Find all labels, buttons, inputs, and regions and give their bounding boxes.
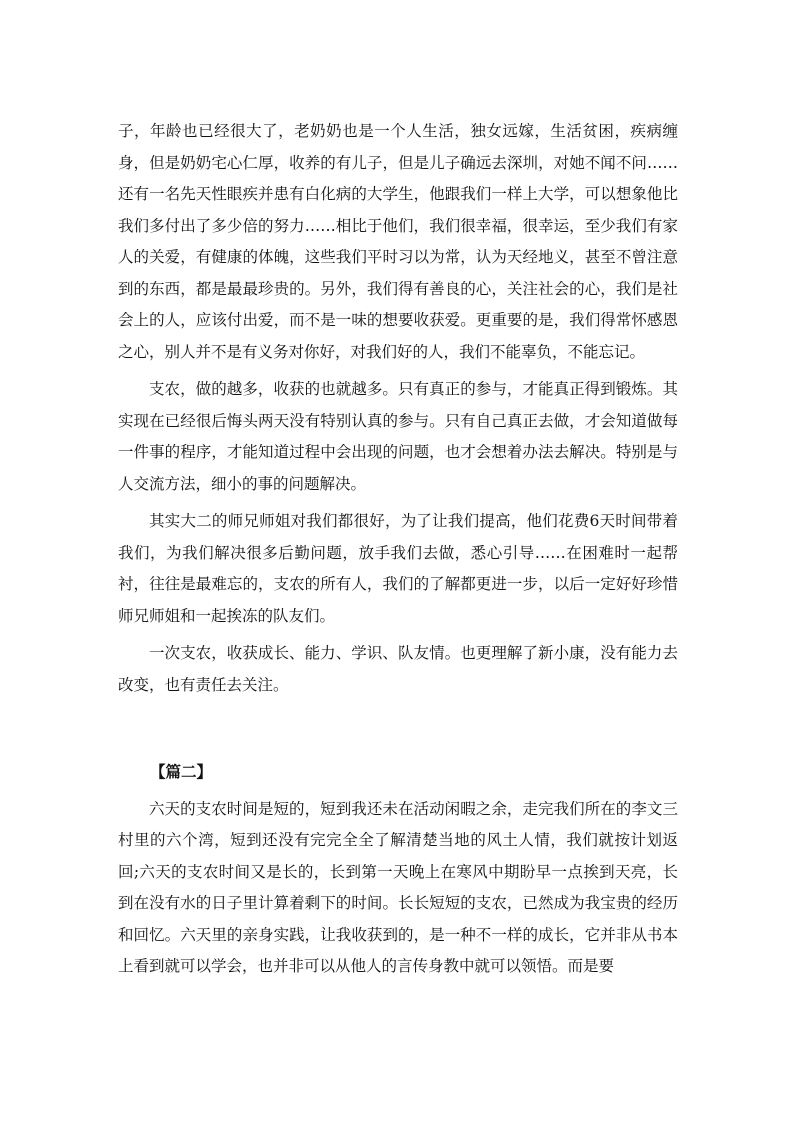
paragraph-summary: 一次支农，收获成长、能力、学识、队友情。也更理解了新小康，没有能力去改变，也有责任去关注。 xyxy=(118,644,678,694)
section-heading: 【篇二】 xyxy=(150,762,213,781)
section-spacer xyxy=(118,701,678,756)
paragraph-practice: 支农，做的越多，收获的也就越多。只有真正的参与，才能真正得到锻炼。其实现在已经很后悔头两天没有特别认真的参与。只有自己真正去做，才会知道做每一件事的程序，才能知道过程中会出现的问题，也才会想着办法去解决。特别是与人交流方法，细小的事的问题解决。 xyxy=(118,380,678,493)
paragraph-continuation: 子，年龄也已经很大了，老奶奶也是一个人生活，独女远嫁，生活贫困，疾病缠身，但是奶奶宅心仁厚，收养的有儿子，但是儿子确远去深圳，对她不闻不问……还有一名先天性眼疾并患有白化病的大学生，他跟我们一样上大学，可以想象他比我们多付出了多少倍的努力……相比于他们，我们很幸福，很幸运，至少我们有家人的关爱，有健康的体魄，这些我们平时习以为常，认为天经地义，甚至不曾注意到的东西，都是最最珍贵的。另外，我们得有善良的心，关注社会的心，我们是社会上的人，应该付出爱，而不是一味的想要收获爱。更重要的是，我们得常怀感恩之心，别人并不是有义务对你好，对我们好的人，我们不能辜负，不能忘记。 xyxy=(118,122,678,361)
paragraph-seniors: 其实大二的师兄师姐对我们都很好，为了让我们提高，他们花费6天时间带着我们，为我们解决很多后勤问题，放手我们去做，悉心引导……在困难时一起帮衬，往往是最难忘的，支农的所有人，我们的了解都更进一步，以后一定好好珍惜师兄师姐和一起挨冻的队友们。 xyxy=(118,512,678,625)
document-body xyxy=(118,116,678,983)
paragraph-six-days: 六天的支农时间是短的，短到我还未在活动闲暇之余，走完我们所在的李文三村里的六个湾，短到还没有完完全全了解清楚当地的风土人情，我们就按计划返回;六天的支农时间又是长的，长到第一天晚上在寒风中期盼早一点挨到天亮，长到在没有水的日子里计算着剩下的时间。长长短短的支农，已然成为我宝贵的经历和回忆。六天里的亲身实践，让我收获到的，是一种不一样的成长，它并非从书本上看到就可以学会，也并非可以从他人的言传身教中就可以领悟。而是要 xyxy=(118,799,678,975)
